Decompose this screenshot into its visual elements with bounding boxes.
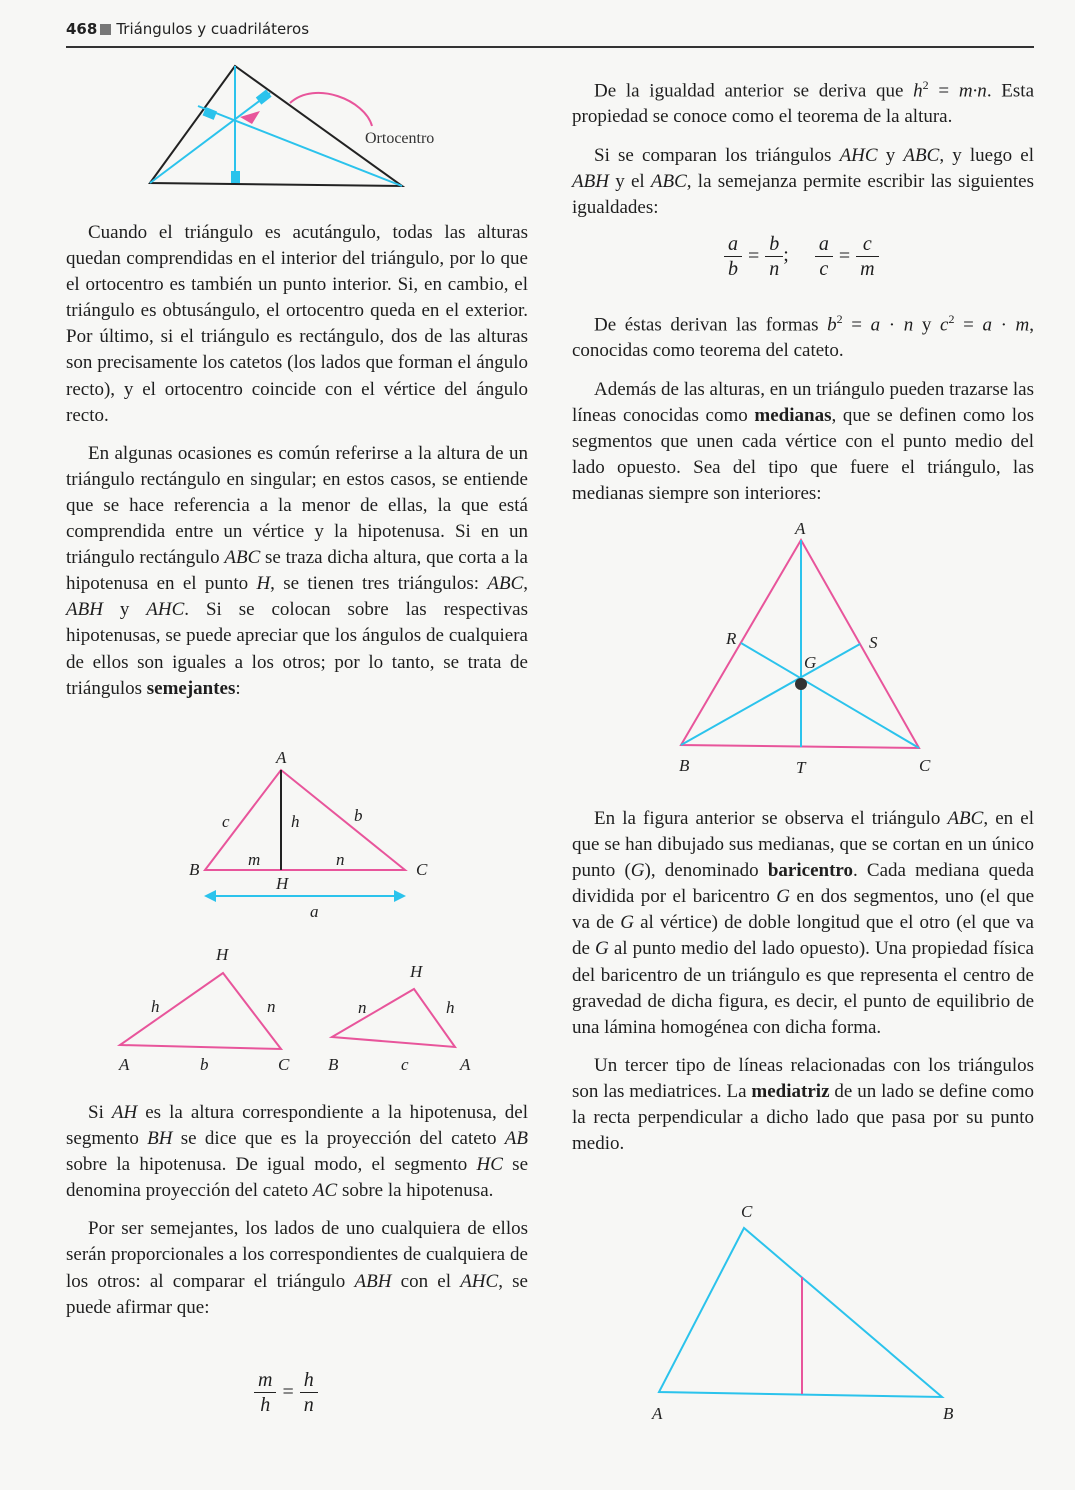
numerator: a — [724, 232, 742, 257]
paragraph: Cuando el triángulo es acutángulo, todas las alturas quedan comprendidas en el interior del triángulo, por lo que el ortocentro es también un punto interior. Si, en cambio, el triángulo es obtusángulo, el ortocentro queda en el exterior. Por último, si el triángulo es rectángulo, dos de las alturas son precisamente los catetos (los lados que forman el ángulo recto), y el ortocentro coincide con el vértice del ángulo recto. — [66, 222, 528, 426]
vertex-B: B — [943, 1404, 954, 1423]
vertex-B: B — [679, 756, 690, 775]
paragraph: De éstas derivan las formas $b^2 = a \cdot n$ y $c^2 = a \cdot m$, conocidas como teorema del cateto. — [572, 312, 1035, 362]
proportion-m-h: $\frac{m}{h}$ = $\frac{h}{n}$ — [254, 1368, 318, 1417]
barycenter-G: G — [804, 653, 817, 672]
orthocenter-label: Ortocentro — [365, 130, 435, 147]
denominator: h — [260, 1394, 271, 1416]
side-a: a — [310, 902, 319, 921]
paragraph: Además de las alturas, en un triángulo pueden trazarse las líneas conocidas como medianas, que se definen como los segmentos que unen cada vértice con el punto medio del lado opuesto. Sea del tipo que fuere el triángulo, las medianas siempre son interiores: — [572, 378, 1035, 504]
segment-n: n — [336, 850, 345, 869]
vertex-H: H — [216, 945, 229, 964]
numerator: b — [765, 232, 783, 257]
vertex-A: A — [119, 1055, 130, 1074]
vertex-H: H — [410, 962, 423, 981]
side-n: n — [358, 998, 367, 1017]
mediatrix-figure — [645, 1195, 975, 1480]
numerator: c — [856, 232, 878, 257]
vertex-C: C — [416, 860, 428, 879]
denominator: b — [728, 258, 738, 280]
vertex-C: C — [741, 1202, 753, 1221]
denominator: c — [819, 258, 829, 280]
right-column — [572, 72, 1034, 233]
triangle-AHC-figure — [110, 940, 305, 1075]
section-title: Triángulos y cuadriláteros — [116, 20, 310, 38]
vertex-A: A — [276, 748, 287, 767]
side-h: h — [446, 998, 455, 1017]
paragraph: Por ser semejantes, los lados de uno cualquiera de ellos serán proporcionales a los correspondientes de cualquiera de los otros: al comparar el triángulo ABH con el AHC, se puede afirmar que: — [66, 1218, 528, 1318]
vertex-A: A — [652, 1404, 663, 1423]
segment-m: m — [248, 850, 261, 869]
left-column — [66, 220, 528, 714]
right-column-lower — [572, 806, 1034, 1169]
denominator: m — [860, 258, 875, 280]
triangle-BHA-figure — [320, 955, 480, 1075]
denominator: n — [769, 258, 780, 280]
medians-figure — [670, 515, 940, 780]
point-H: H — [276, 874, 289, 893]
paragraph: Si AH es la altura correspondiente a la hipotenusa, del segmento BH se dice que es la proyección del cateto AB sobre la hipotenusa. De igual modo, el segmento HC se denomina proyección del cateto AC sobre la hipotenusa. — [66, 1102, 529, 1202]
vertex-B: B — [189, 860, 200, 879]
paragraph: Un tercer tipo de líneas relacionadas con los triángulos son las mediatrices. La mediatriz de un lado se define como la recta perpendicular a dicho lado que pasa por su punto medio. — [572, 1054, 1034, 1155]
vertex-C: C — [919, 756, 931, 775]
side-n: n — [267, 997, 276, 1016]
proportion-cathetus: $\frac{a}{b}$ = $\frac{b}{n}$ ; $\frac{a}{c}$ = $\frac{c}{m}$ — [724, 232, 879, 281]
page-number: 468 — [66, 20, 98, 38]
height-h: h — [291, 812, 300, 831]
paragraph: En algunas ocasiones es común referirse a la altura de un triángulo rectángulo en singular; en estos casos, se entiende que se hace referencia a la menor de ellas, la que está comprendida entre un vértice y la hipotenusa. Si en un triángulo rectángulo ABC se traza dicha altura, que corta a la hipotenusa en el punto H, se tienen tres triángulos: ABC, ABH y AHC. Si se colocan sobre las respectivas hipotenusas, se puede apreciar que los ángulos de cualquiera de ellos son iguales a los otros; por lo tanto, se trata de triángulos semejantes: — [66, 442, 529, 699]
left-column-lower — [66, 1100, 528, 1333]
page-header — [66, 20, 1034, 48]
side-h: h — [151, 997, 160, 1016]
header-square-icon — [100, 24, 111, 35]
numerator: m — [254, 1368, 276, 1393]
vertex-B: B — [328, 1055, 339, 1074]
midpoint-T: T — [796, 758, 806, 777]
side-b: b — [354, 806, 363, 825]
paragraph: De la igualdad anterior se deriva que $h^2 = m\cdot n$. Esta propiedad se conoce como el teorema de la altura. — [572, 78, 1034, 128]
midpoint-R: R — [726, 629, 737, 648]
vertex-A: A — [795, 519, 806, 538]
vertex-C: C — [278, 1055, 290, 1074]
orthocenter-figure — [140, 60, 470, 195]
vertex-A: A — [460, 1055, 471, 1074]
side-b: b — [200, 1055, 209, 1074]
numerator: h — [300, 1368, 318, 1393]
side-c: c — [222, 812, 230, 831]
midpoint-S: S — [869, 633, 878, 652]
denominator: n — [303, 1394, 314, 1416]
paragraph: En la figura anterior se observa el triángulo ABC, en el que se han dibujado sus medianas, que se cortan en un único punto (G), denominado baricentro. Cada mediana queda dividida por el baricentro G en dos segmentos, uno (el que va de G al vértice) de doble longitud que el otro (el que va de G al punto medio del lado opuesto). Una propiedad física del baricentro de un triángulo es que representa el centro de gravedad de dicha figura, es decir, el punto de equilibrio de una lámina homogénea con dicha forma. — [572, 808, 1035, 1038]
paragraph: Si se comparan los triángulos AHC y ABC, y luego el ABH y el ABC, la semejanza permite escribir las siguientes igualdades: — [572, 144, 1034, 218]
right-column-middle — [572, 306, 1034, 519]
side-c: c — [401, 1055, 409, 1074]
numerator: a — [815, 232, 833, 257]
right-triangle-figure — [180, 745, 440, 925]
